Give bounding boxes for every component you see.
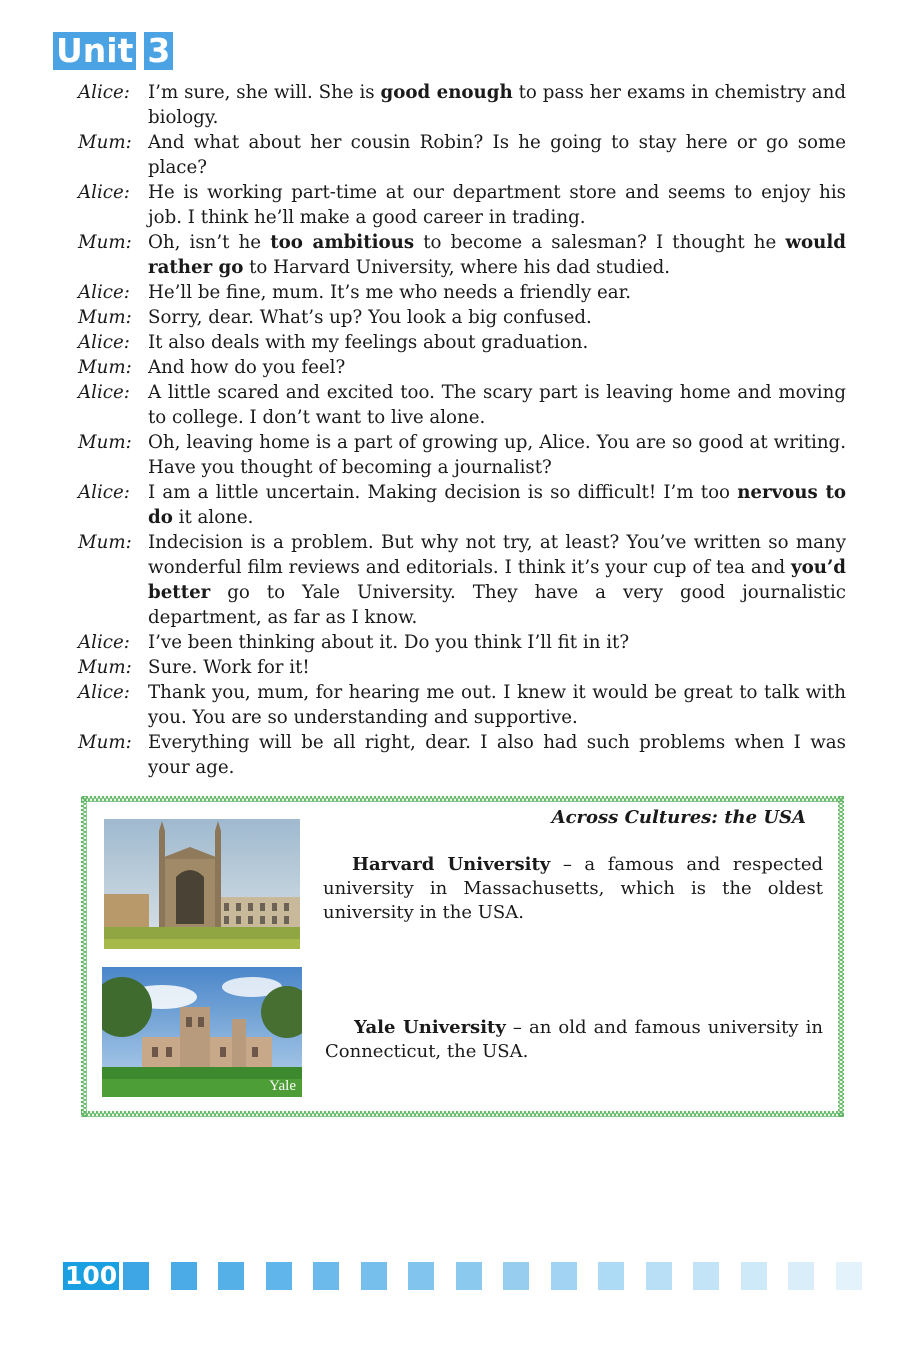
dialogue-line: [78, 380, 846, 430]
bold-phrase: good enough: [380, 82, 513, 103]
text-segment: to pass her exams in chemistry and biology.: [148, 82, 846, 128]
yale-name: Yale University: [354, 1017, 506, 1038]
footer-square: [741, 1262, 767, 1290]
speaker-name: Mum:: [78, 307, 132, 328]
text-segment: Everything will be all right, dear. I also had such problems when I was your age.: [148, 732, 846, 778]
text-segment: Indecision is a problem. But why not try, at least? You’ve written so many wonderful film reviews and editorials. I think it’s your cup of tea and: [148, 532, 846, 578]
speaker-name: Alice:: [78, 82, 130, 103]
across-cultures-box: [79, 794, 846, 1119]
footer-square: [408, 1262, 434, 1290]
bold-phrase: you’d better: [148, 557, 846, 603]
speaker-name: Alice:: [78, 382, 130, 403]
unit-header: [53, 32, 173, 70]
speaker-name: Alice:: [78, 332, 130, 353]
text-segment: And how do you feel?: [148, 357, 346, 378]
text-segment: Oh, leaving home is a part of growing up, Alice. You are so good at writing. Have you thought of becoming a journalist?: [148, 432, 846, 478]
dialogue-line: [78, 280, 846, 305]
dialogue-line: [78, 180, 846, 230]
speech-text: [148, 130, 846, 180]
dialogue-line: [78, 80, 846, 130]
footer-square: [788, 1262, 814, 1290]
speech-text: [148, 80, 846, 130]
dialogue-line: [78, 680, 846, 730]
speech-text: [148, 530, 846, 630]
footer-square: [171, 1262, 197, 1290]
text-segment: to become a salesman? I thought he: [414, 232, 786, 253]
speech-text: [148, 430, 846, 480]
speech-text: [148, 655, 846, 680]
speaker-name: Alice:: [78, 182, 130, 203]
harvard-entry: [323, 853, 823, 925]
speech-text: [148, 355, 846, 380]
footer-square: [503, 1262, 529, 1290]
text-segment: A little scared and excited too. The scary part is leaving home and moving to college. I don’t want to live alone.: [148, 382, 846, 428]
text-segment: It also deals with my feelings about graduation.: [148, 332, 589, 353]
speech-text: [148, 280, 846, 305]
footer-square: [313, 1262, 339, 1290]
footer-square: [456, 1262, 482, 1290]
unit-label: Unit: [53, 32, 136, 70]
footer-square: [646, 1262, 672, 1290]
speaker-name: Alice:: [78, 632, 130, 653]
harvard-description: – a famous and respected university in Massachusetts, which is the oldest university in the USA.: [323, 854, 823, 923]
dialogue-line: [78, 630, 846, 655]
text-segment: Oh, isn’t he: [148, 232, 271, 253]
dialogue-line: [78, 355, 846, 380]
speech-text: [148, 480, 846, 530]
speech-text: [148, 730, 846, 780]
page-footer: [63, 1262, 883, 1290]
speech-text: [148, 380, 846, 430]
text-segment: I’ve been thinking about it. Do you think I’ll fit in it?: [148, 632, 630, 653]
speaker-name: Alice:: [78, 482, 130, 503]
text-segment: He’ll be fine, mum. It’s me who needs a friendly ear.: [148, 282, 632, 303]
text-segment: it alone.: [172, 507, 254, 528]
text-segment: I’m sure, she will. She is: [148, 82, 381, 103]
speech-text: [148, 330, 846, 355]
text-segment: Thank you, mum, for hearing me out. I knew it would be great to talk with you. You are so understanding and supportive.: [148, 682, 846, 728]
speaker-name: Mum:: [78, 357, 132, 378]
footer-square: [836, 1262, 862, 1290]
footer-square: [361, 1262, 387, 1290]
speaker-name: Mum:: [78, 657, 132, 678]
bold-phrase: too ambitious: [270, 232, 415, 253]
text-segment: Sorry, dear. What’s up? You look a big confused.: [148, 307, 592, 328]
bold-phrase: nervous to do: [148, 482, 847, 528]
speech-text: [148, 680, 846, 730]
unit-number: 3: [144, 32, 173, 70]
page-number: 100: [65, 1261, 118, 1290]
yale-entry: [325, 1016, 823, 1064]
text-segment: go to Yale University. They have a very good journalistic department, as far as I know.: [148, 582, 846, 628]
yale-description: – an old and famous university in Connecticut, the USA.: [325, 1017, 823, 1062]
footer-square: [693, 1262, 719, 1290]
footer-square: [218, 1262, 244, 1290]
speech-text: [148, 305, 846, 330]
dialogue-line: [78, 655, 846, 680]
speech-text: [148, 230, 846, 280]
speaker-name: Mum:: [78, 132, 132, 153]
dialogue-line: [78, 330, 846, 355]
dialogue-line: [78, 130, 846, 180]
speaker-name: Alice:: [78, 282, 130, 303]
text-segment: to Harvard University, where his dad studied.: [243, 257, 671, 278]
speech-text: [148, 630, 846, 655]
dialogue-line: [78, 730, 846, 780]
speaker-name: Mum:: [78, 432, 132, 453]
yale-photo-caption: Yale: [269, 1078, 296, 1094]
speaker-name: Mum:: [78, 532, 132, 553]
footer-square: [123, 1262, 149, 1290]
across-cultures-title: Across Cultures: the USA: [551, 807, 806, 828]
text-segment: I am a little uncertain. Making decision is so difficult! I’m too: [148, 482, 738, 503]
speaker-name: Mum:: [78, 732, 132, 753]
yale-photo: [102, 967, 302, 1097]
text-segment: Sure. Work for it!: [148, 657, 310, 678]
dialogue-line: [78, 480, 846, 530]
dialogue-line: [78, 305, 846, 330]
speaker-name: Mum:: [78, 232, 132, 253]
speaker-name: Alice:: [78, 682, 130, 703]
dialogue: [78, 80, 846, 780]
dialogue-line: [78, 230, 846, 280]
harvard-photo: [104, 819, 300, 949]
text-segment: And what about her cousin Robin? Is he going to stay here or go some place?: [148, 132, 846, 178]
harvard-name: Harvard University: [352, 854, 551, 875]
footer-square: [551, 1262, 577, 1290]
dialogue-line: [78, 430, 846, 480]
dialogue-line: [78, 530, 846, 630]
footer-square: [266, 1262, 292, 1290]
text-segment: He is working part-time at our department store and seems to enjoy his job. I think he’ll make a good career in trading.: [148, 182, 846, 228]
bold-phrase: would rather go: [148, 232, 847, 278]
speech-text: [148, 180, 846, 230]
footer-square: [598, 1262, 624, 1290]
